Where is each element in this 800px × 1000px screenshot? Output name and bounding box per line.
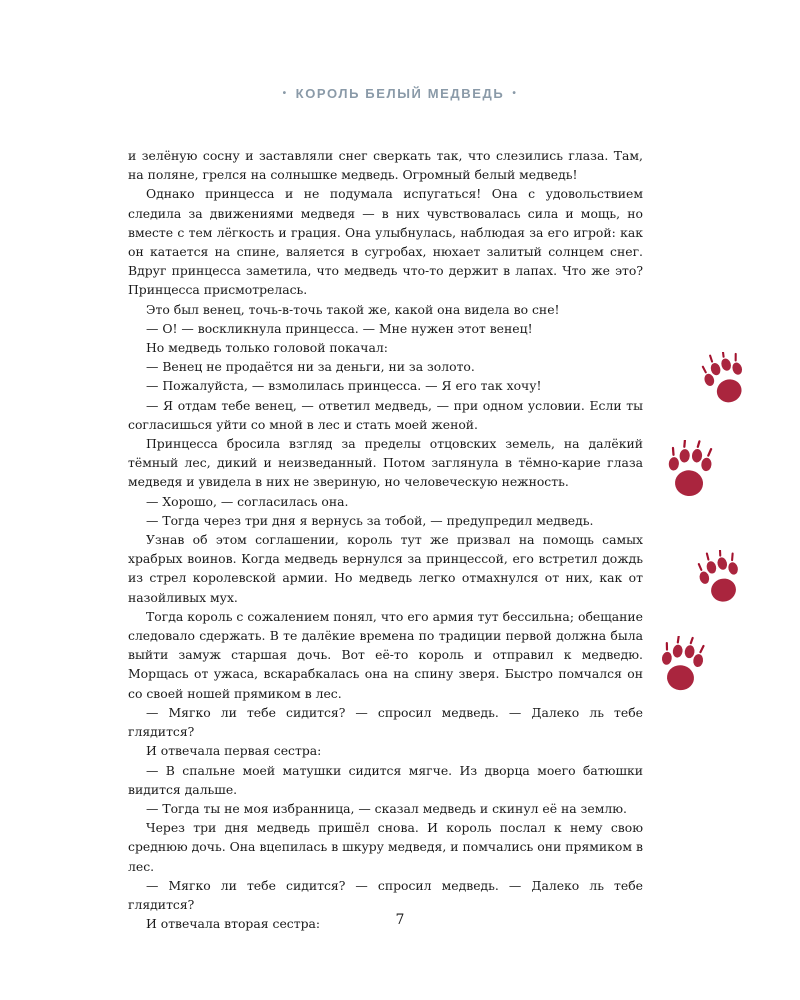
- paragraph: И отвечала первая сестра:: [146, 743, 322, 759]
- paragraph: Принцесса бросила взгляд за пределы отцовских земель, на далёкий тёмный лес, дикий и неизведанный. Потом заглянула в тёмно-карие глаза медведя и увидела в них не звериную, но человеческую нежность.: [128, 436, 643, 490]
- paragraph: — О! — воскликнула принцесса. — Мне нужен этот венец!: [146, 320, 533, 336]
- page-number: 7: [395, 912, 405, 928]
- paw-print-icon: [662, 440, 718, 504]
- header-dot-left: •: [282, 88, 288, 99]
- paragraph: Узнав об этом соглашении, король тут же призвал на помощь самых храбрых воинов. Когда медведь вернулся за принцессой, его встретил дождь из стрел королевской армии. Но медведь легко отмахнулся от них, как от назойливых мух.: [128, 532, 643, 605]
- paragraph: — Мягко ли тебе сидится? — спросил медведь. — Далеко ль тебе глядится?: [128, 704, 643, 740]
- paw-print-shapes: [658, 636, 706, 693]
- header-title: КОРОЛЬ БЕЛЫЙ МЕДВЕДЬ: [295, 86, 505, 101]
- paragraph: Однако принцесса и не подумала испугаться! Она с удовольствием следила за движениями медведя — в них чувствовалась сила и мощь, но вместе с тем лёгкость и грация. Она улыбнулась, наблюдая за его игрой: как он катается на спине, валяется в сугробах, нюхает залитый солнцем снег. Вдруг принцесса заметила, что медведь что-то держит в лапах. Что же это? Принцесса присмотрелась.: [128, 186, 643, 298]
- paragraph: Тогда король с сожалением понял, что его армия тут бессильна; обещание следовало сдержать. В те далёкие времена по традиции первой должна была выйти замуж старшая дочь. Вот её-то король и отправил к медведю. Морщась от ужаса, вскарабкалась она на спину зверя. Быстро помчался он со своей ношей прямиком в лес.: [128, 608, 643, 701]
- paragraph: — Венец не продаётся ни за деньги, ни за золото.: [146, 359, 475, 375]
- paw-print-shapes: [666, 440, 713, 498]
- paragraph: и зелёную сосну и заставляли снег сверкать так, что слезились глаза. Там, на поляне, грелся на солнышке медведь. Огромный белый медведь!: [128, 148, 643, 183]
- paragraph: — Я отдам тебе венец, — ответил медведь, — при одном условии. Если ты согласишься уйти со мной в лес и стать моей женой.: [128, 397, 643, 432]
- paragraph: Это был венец, точь-в-точь такой же, какой она видела во сне!: [146, 301, 560, 317]
- running-header: [0, 86, 800, 101]
- paragraph: — Хорошо, — согласилась она.: [146, 493, 349, 509]
- body-text: [128, 146, 643, 933]
- paragraph: Через три дня медведь пришёл снова. И король послал к нему свою среднюю дочь. Она вцепилась в шкуру медведя, и помчались они прямиком в лес.: [128, 820, 643, 874]
- paw-print-icon: [700, 352, 752, 410]
- paragraph: — Мягко ли тебе сидится? — спросил медведь. — Далеко ль тебе глядится?: [128, 877, 643, 912]
- paragraph: — Тогда через три дня я вернусь за тобой, — предупредил медведь.: [146, 512, 594, 528]
- paragraph: — Тогда ты не моя избранница, — сказал медведь и скинул её на землю.: [146, 800, 627, 816]
- paw-print-shapes: [695, 550, 745, 606]
- paw-print-icon: [695, 550, 747, 610]
- paragraph: — В спальне моей матушки сидится мягче. Из дворца моего батюшки видится дальше.: [128, 762, 643, 797]
- paragraph: — Пожалуйста, — взмолилась принцесса. — Я его так хочу!: [146, 378, 542, 394]
- header-dot-right: •: [512, 88, 518, 99]
- paw-print-shapes: [700, 352, 751, 408]
- paw-print-icon: [655, 636, 709, 698]
- paragraph: И отвечала вторая сестра:: [146, 916, 321, 932]
- paragraph: Но медведь только головой покачал:: [146, 340, 388, 356]
